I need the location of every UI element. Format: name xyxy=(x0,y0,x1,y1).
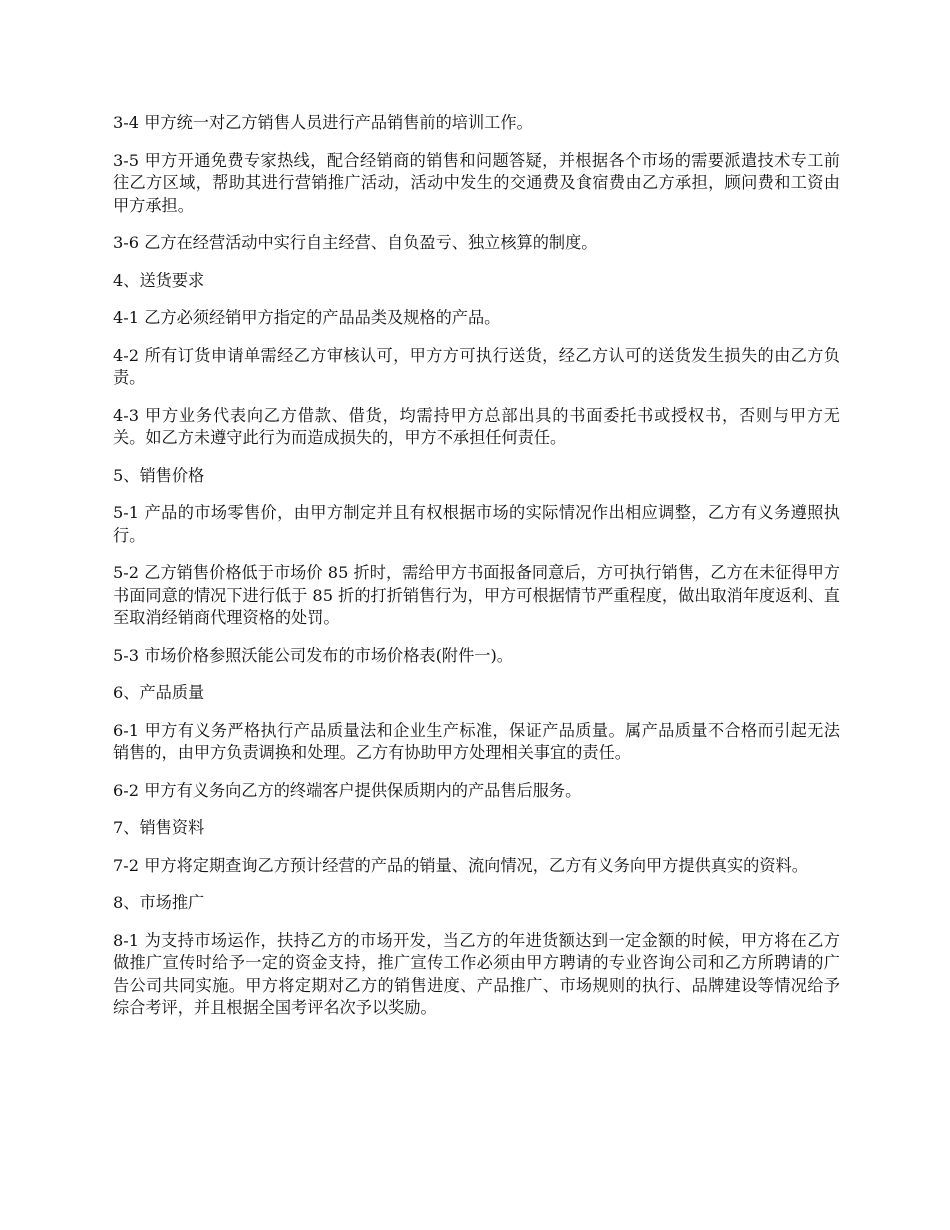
clause-3-6: 3-6 乙方在经营活动中实行自主经营、自负盈亏、独立核算的制度。 xyxy=(113,233,598,252)
clause-8-1: 8-1 为支持市场运作，扶持乙方的市场开发，当乙方的年进货额达到一定金额的时候，甲方将在乙方做推广宣传时给予一定的资金支持，推广宣传工作必须由甲方聘请的专业咨询公司和乙方所聘请的广告公司共同实施。甲方将定期对乙方的销售进度、产品推广、市场规则的执行、品牌建设等情况给予综合考评，并且根据全国考评名次予以奖励。 xyxy=(113,930,840,1017)
section-heading-6: 6、产品质量 xyxy=(113,683,205,702)
clause-5-1: 5-1 产品的市场零售价，由甲方制定并且有权根据市场的实际情况作出相应调整，乙方有义务遵照执行。 xyxy=(113,503,840,545)
clause-6-1: 6-1 甲方有义务严格执行产品质量法和企业生产标准，保证产品质量。属产品质量不合格而引起无法销售的，由甲方负责调换和处理。乙方有协助甲方处理相关事宜的责任。 xyxy=(113,720,840,762)
clause-6-2: 6-2 甲方有义务向乙方的终端客户提供保质期内的产品售后服务。 xyxy=(113,780,582,800)
clause-5-2: 5-2 乙方销售价格低于市场价 85 折时，需给甲方书面报备同意后，方可执行销售，乙方在未征得甲方书面同意的情况下进行低于 85 折的打折销售行为，甲方可根据情节严重程度，做出取消年度返利、直至取消经销商代理资格的处罚。 xyxy=(113,563,840,627)
document-page xyxy=(113,112,840,1020)
clause-4-3: 4-3 甲方业务代表向乙方借款、借货，均需持甲方总部出具的书面委托书或授权书，否则与甲方无关。如乙方未遵守此行为而造成损失的，甲方不承担任何责任。 xyxy=(113,405,840,447)
clause-3-5: 3-5 甲方开通免费专家热线，配合经销商的销售和问题答疑，并根据各个市场的需要派遣技术专工前往乙方区域，帮助其进行营销推广活动，活动中发生的交通费及食宿费由乙方承担，顾问费和工资由甲方承担。 xyxy=(113,150,840,215)
clause-4-2: 4-2 所有订货申请单需经乙方审核认可，甲方方可执行送货，经乙方认可的送货发生损失的由乙方负责。 xyxy=(113,345,840,387)
clause-5-3: 5-3 市场价格参照沃能公司发布的市场价格表(附件一)。 xyxy=(113,645,513,665)
clause-7-2: 7-2 甲方将定期查询乙方预计经营的产品的销量、流向情况，乙方有义务向甲方提供真实的资料。 xyxy=(113,855,808,875)
section-heading-4: 4、送货要求 xyxy=(113,270,205,290)
section-heading-8: 8、市场推广 xyxy=(113,893,205,912)
clause-4-1: 4-1 乙方必须经销甲方指定的产品品类及规格的产品。 xyxy=(113,308,501,327)
section-heading-5: 5、销售价格 xyxy=(113,465,205,485)
section-heading-7: 7、销售资料 xyxy=(113,818,205,837)
clause-3-4: 3-4 甲方统一对乙方销售人员进行产品销售前的培训工作。 xyxy=(113,113,533,132)
